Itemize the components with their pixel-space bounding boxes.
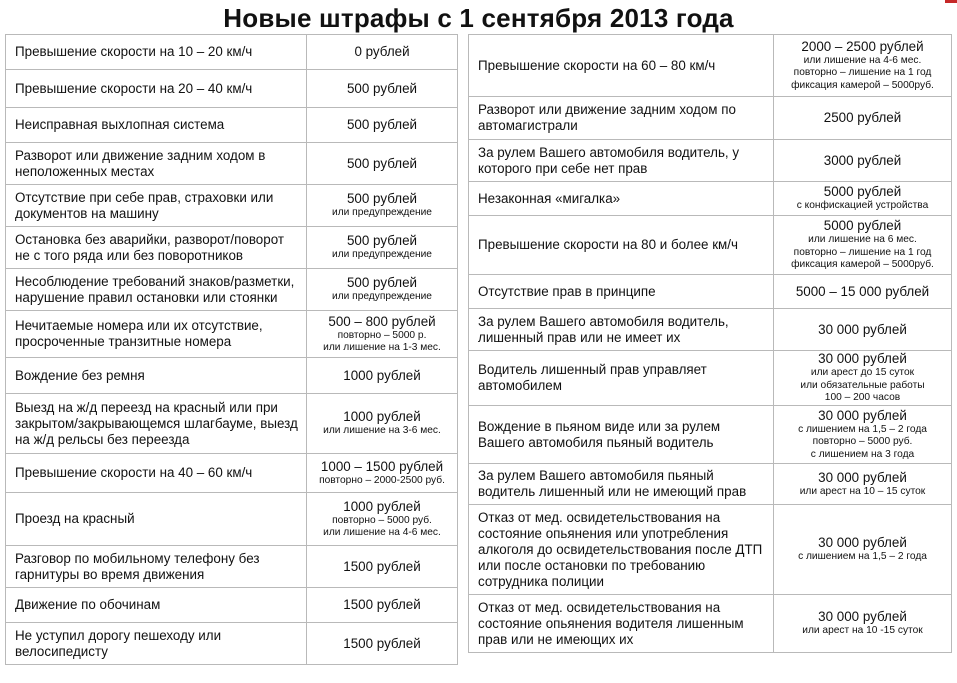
fine-amount: 500 рублей	[346, 275, 417, 291]
fine-note: или лишение на 4-6 мес.	[323, 527, 441, 538]
fine-note: с конфискацией устройства	[796, 200, 929, 212]
fine-amount: 1000 рублей	[343, 367, 421, 383]
table-row	[469, 464, 952, 505]
fine-amount: 30 000 рублей	[818, 351, 907, 367]
fine-amount: 30 000 рублей	[818, 321, 907, 337]
fine-amount: 1000 – 1500 рублей	[320, 458, 444, 474]
table-row	[6, 108, 458, 143]
violation-cell: Разговор по мобильному телефону без гарнитуры во время движения	[6, 546, 307, 588]
table-row	[6, 394, 458, 454]
fines-table-left	[5, 34, 458, 665]
violation-cell: Превышение скорости на 60 – 80 км/ч	[469, 35, 774, 97]
fine-cell	[774, 140, 952, 182]
table-row	[469, 309, 952, 351]
fine-note: или предупреждение	[332, 249, 432, 261]
fine-cell	[307, 35, 458, 70]
table-row	[469, 406, 952, 464]
violation-cell: За рулем Вашего автомобиля пьяный водитель лишенный или не имеющий прав	[469, 464, 774, 505]
fine-cell	[307, 546, 458, 588]
table-row	[6, 311, 458, 358]
violation-cell: Вождение в пьяном виде или за рулем Вашего автомобиля пьяный водитель	[469, 406, 774, 464]
fine-note: повторно – лишение на 1 год	[793, 67, 932, 79]
fine-cell	[307, 588, 458, 623]
table-row	[6, 493, 458, 546]
table-row	[6, 358, 458, 394]
fine-amount: 500 рублей	[346, 80, 417, 96]
fine-cell	[307, 394, 458, 454]
table-row	[6, 546, 458, 588]
fine-note: или предупреждение	[332, 291, 432, 303]
table-row	[6, 70, 458, 108]
violation-cell: Водитель лишенный прав управляет автомобилем	[469, 351, 774, 406]
fine-cell	[307, 454, 458, 493]
violation-cell: Разворот или движение задним ходом в неположенных местах	[6, 143, 307, 185]
fine-amount: 30 000 рублей	[818, 609, 907, 625]
table-row	[469, 505, 952, 595]
violation-cell: Превышение скорости на 80 и более км/ч	[469, 216, 774, 275]
fine-note: с лишением на 1,5 – 2 года	[798, 423, 927, 435]
table-row	[6, 227, 458, 269]
violation-cell: Незаконная «мигалка»	[469, 182, 774, 216]
fine-cell	[774, 275, 952, 309]
table-row	[469, 97, 952, 140]
fine-cell	[774, 182, 952, 216]
violation-cell: Отсутствие при себе прав, страховки или документов на машину	[6, 185, 307, 227]
table-row	[6, 185, 458, 227]
table-row	[469, 595, 952, 653]
table-row	[6, 454, 458, 493]
table-row	[469, 140, 952, 182]
fine-amount: 30 000 рублей	[818, 535, 907, 551]
violation-cell: За рулем Вашего автомобиля водитель, у которого при себе нет прав	[469, 140, 774, 182]
fine-amount: 30 000 рублей	[818, 469, 907, 485]
fine-note: или лишение на 3-6 мес.	[323, 425, 441, 437]
fine-cell	[774, 595, 952, 653]
fine-amount: 500 рублей	[346, 191, 417, 207]
violation-cell: Отсутствие прав в принципе	[469, 275, 774, 309]
fine-note: или арест до 15 суток	[810, 367, 915, 379]
violation-cell: Не уступил дорогу пешеходу или велосипедисту	[6, 623, 307, 665]
fine-cell	[774, 35, 952, 97]
violation-cell: Несоблюдение требований знаков/разметки, нарушение правил остановки или стоянки	[6, 269, 307, 311]
fine-cell	[307, 623, 458, 665]
fine-cell	[307, 185, 458, 227]
fine-amount: 500 рублей	[346, 233, 417, 249]
violation-cell: Превышение скорости на 40 – 60 км/ч	[6, 454, 307, 493]
fine-cell	[307, 70, 458, 108]
fine-note: повторно – лишение на 1 год	[793, 246, 932, 258]
table-row	[6, 35, 458, 70]
table-row	[6, 143, 458, 185]
fine-amount: 1000 рублей	[343, 498, 421, 514]
fine-cell	[307, 493, 458, 546]
fine-note: или обязательные работы	[800, 379, 925, 391]
fine-amount: 1000 рублей	[343, 409, 421, 425]
fine-note: повторно – 5000 руб.	[332, 514, 432, 526]
violation-cell: Разворот или движение задним ходом по автомагистрали	[469, 97, 774, 140]
fine-note: повторно – 5000 р.	[337, 329, 427, 341]
fine-note: повторно – 5000 руб.	[812, 436, 913, 448]
fine-note: или арест на 10 – 15 суток	[799, 485, 926, 497]
fine-note: или предупреждение	[332, 207, 432, 219]
violation-cell: Остановка без аварийки, разворот/поворот не с того ряда или без поворотников	[6, 227, 307, 269]
violation-cell: Отказ от мед. освидетельствования на состояние опьянения или употребления алкоголя до освидетельствования после ДТП или после остановки по требованию сотрудника полиции	[469, 505, 774, 595]
fine-note: или лишение на 4-6 мес.	[803, 54, 922, 66]
violation-cell: Проезд на красный	[6, 493, 307, 546]
table-row	[469, 275, 952, 309]
fine-note: фиксация камерой – 5000руб.	[791, 259, 934, 271]
violation-cell: Превышение скорости на 20 – 40 км/ч	[6, 70, 307, 108]
violation-cell: Выезд на ж/д переезд на красный или при закрытом/закрывающемся шлагбауме, выезд на ж/д рельсы без переезда	[6, 394, 307, 454]
fine-amount: 30 000 рублей	[818, 407, 907, 423]
page-title: Новые штрафы с 1 сентября 2013 года	[223, 3, 734, 33]
fine-amount: 1500 рублей	[343, 558, 421, 574]
fine-note: или арест на 10 -15 суток	[802, 625, 923, 637]
fine-amount: 2500 рублей	[823, 110, 902, 125]
fine-note: или лишение на 1-3 мес.	[323, 342, 441, 353]
fine-amount: 0 рублей	[354, 44, 410, 59]
table-row	[6, 623, 458, 665]
violation-cell: Отказ от мед. освидетельствования на состояние опьянения водителя лишенным прав или не имеющих их	[469, 595, 774, 653]
fines-table-right	[468, 34, 952, 653]
violation-cell: Вождение без ремня	[6, 358, 307, 394]
violation-cell: Нечитаемые номера или их отсутствие, просроченные транзитные номера	[6, 311, 307, 358]
fine-cell	[307, 358, 458, 394]
fine-amount: 5000 рублей	[823, 218, 902, 234]
fine-cell	[774, 97, 952, 140]
table-row	[469, 351, 952, 406]
violation-cell: Движение по обочинам	[6, 588, 307, 623]
table-row	[6, 588, 458, 623]
fine-amount: 500 рублей	[346, 117, 417, 132]
fine-note: 100 – 200 часов	[824, 392, 901, 404]
fine-cell	[774, 406, 952, 464]
fine-cell	[774, 351, 952, 406]
fine-amount: 500 рублей	[346, 155, 417, 171]
fine-note: или лишение на 6 мес.	[808, 234, 917, 246]
violation-cell: Превышение скорости на 10 – 20 км/ч	[6, 35, 307, 70]
fine-cell	[307, 108, 458, 143]
violation-cell: За рулем Вашего автомобиля водитель, лишенный прав или не имеет их	[469, 309, 774, 351]
fine-amount: 1500 рублей	[343, 597, 421, 612]
fine-amount: 500 – 800 рублей	[328, 313, 436, 329]
fine-cell	[774, 505, 952, 595]
fine-cell	[307, 269, 458, 311]
fine-amount: 2000 – 2500 рублей	[801, 38, 924, 54]
fine-amount: 5000 рублей	[823, 184, 902, 200]
fine-cell	[307, 143, 458, 185]
fine-cell	[774, 309, 952, 351]
fine-cell	[774, 464, 952, 505]
fine-amount: 3000 рублей	[823, 152, 902, 168]
fine-note: фиксация камерой – 5000руб.	[791, 79, 934, 91]
table-row	[469, 35, 952, 97]
fine-amount: 1500 рублей	[343, 635, 421, 651]
fine-note: повторно – 2000-2500 руб.	[319, 474, 445, 486]
table-row	[469, 216, 952, 275]
violation-cell: Неисправная выхлопная система	[6, 108, 307, 143]
table-row	[6, 269, 458, 311]
table-row	[469, 182, 952, 216]
fine-amount: 5000 – 15 000 рублей	[795, 283, 930, 299]
fine-cell	[307, 311, 458, 358]
fine-note: с лишением на 3 года	[810, 448, 915, 460]
fine-cell	[774, 216, 952, 275]
fine-note: с лишением на 1,5 – 2 года	[798, 551, 927, 563]
fine-cell	[307, 227, 458, 269]
